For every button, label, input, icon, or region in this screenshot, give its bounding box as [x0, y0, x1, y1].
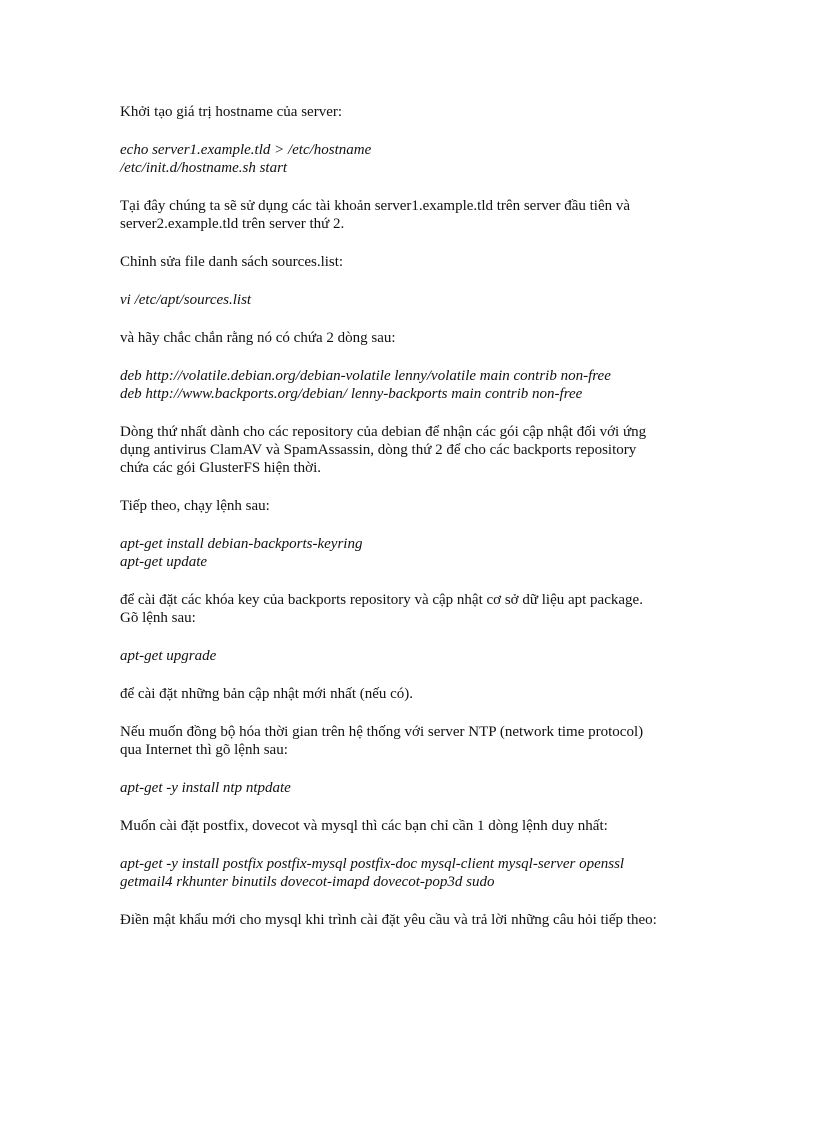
command-block-ntp	[120, 779, 720, 797]
paragraph-mysql-password	[120, 911, 720, 929]
command-line: echo server1.example.tld > /etc/hostname	[120, 142, 372, 158]
command-line: apt-get install debian-backports-keyring	[120, 536, 363, 552]
command-line: getmail4 rkhunter binutils dovecot-imapd dovecot-pop3d sudo	[120, 874, 495, 890]
document-page	[120, 103, 720, 949]
paragraph-init-hostname	[120, 103, 720, 121]
text-line: dụng antivirus ClamAV và SpamAssassin, dòng thứ 2 để cho các backports repository	[120, 442, 637, 458]
text-line: để cài đặt những bản cập nhật mới nhất (nếu có).	[120, 686, 414, 702]
paragraph-install-updates	[120, 685, 720, 703]
paragraph-ntp-sync	[120, 723, 720, 759]
text-line: để cài đặt các khóa key của backports repository và cập nhật cơ sở dữ liệu apt package.	[120, 592, 643, 608]
paragraph-accounts	[120, 197, 720, 233]
text-line: Tại đây chúng ta sẽ sử dụng các tài khoản server1.example.tld trên server đầu tiên và	[120, 198, 631, 214]
command-line: deb http://www.backports.org/debian/ lenny-backports main contrib non-free	[120, 386, 583, 402]
command-line: vi /etc/apt/sources.list	[120, 292, 252, 308]
text-line: chứa các gói GlusterFS hiện thời.	[120, 460, 322, 476]
command-block-upgrade	[120, 647, 720, 665]
paragraph-two-lines	[120, 329, 720, 347]
text-line: server2.example.tld trên server thứ 2.	[120, 216, 345, 232]
paragraph-next-command	[120, 497, 720, 515]
text-line: Nếu muốn đồng bộ hóa thời gian trên hệ thống với server NTP (network time protocol)	[120, 724, 644, 740]
text-line: Tiếp theo, chạy lệnh sau:	[120, 498, 270, 514]
paragraph-install-keys	[120, 591, 720, 627]
text-line: Điền mật khẩu mới cho mysql khi trình cài đặt yêu cầu và trả lời những câu hỏi tiếp theo:	[120, 912, 657, 928]
command-line: apt-get upgrade	[120, 648, 217, 664]
command-line: apt-get -y install postfix postfix-mysql postfix-doc mysql-client mysql-server openssl	[120, 856, 625, 872]
paragraph-edit-sources	[120, 253, 720, 271]
command-block-hostname	[120, 141, 720, 177]
paragraph-install-postfix	[120, 817, 720, 835]
text-line: Gõ lệnh sau:	[120, 610, 196, 626]
text-line: Dòng thứ nhất dành cho các repository của debian để nhận các gói cập nhật đối với ứng	[120, 424, 647, 440]
command-block-postfix	[120, 855, 720, 891]
text-line: qua Internet thì gõ lệnh sau:	[120, 742, 288, 758]
command-line: deb http://volatile.debian.org/debian-volatile lenny/volatile main contrib non-free	[120, 368, 611, 384]
command-block-deb	[120, 367, 720, 403]
command-block-keyring	[120, 535, 720, 571]
text-line: Khởi tạo giá trị hostname của server:	[120, 104, 343, 120]
command-block-vi	[120, 291, 720, 309]
command-line: apt-get update	[120, 554, 208, 570]
text-line: và hãy chắc chắn rằng nó có chứa 2 dòng sau:	[120, 330, 396, 346]
paragraph-repository-explanation	[120, 423, 720, 477]
command-line: apt-get -y install ntp ntpdate	[120, 780, 291, 796]
text-line: Muốn cài đặt postfix, dovecot và mysql thì các bạn chỉ cần 1 dòng lệnh duy nhất:	[120, 818, 608, 834]
text-line: Chỉnh sửa file danh sách sources.list:	[120, 254, 344, 270]
command-line: /etc/init.d/hostname.sh start	[120, 160, 288, 176]
